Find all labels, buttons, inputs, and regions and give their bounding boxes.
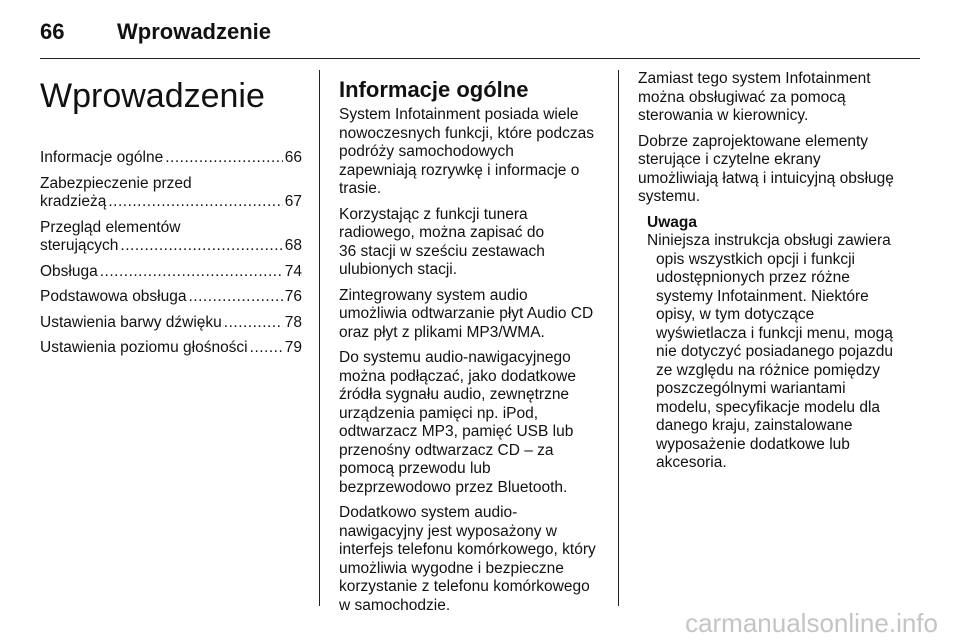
text-line: Zintegrowany system audio — [339, 286, 528, 304]
text-line: przenośny odtwarzacz CD – za — [339, 441, 554, 459]
toc-entry-title: Ustawienia poziomu głośności — [40, 339, 248, 356]
toc-page-number: 78 — [284, 313, 302, 331]
toc-entry-title: Obsługa — [40, 262, 98, 280]
text-line: korzystanie z telefonu komórkowego — [339, 578, 590, 595]
toc-entry-title: Ustawienia barwy dźwięku — [40, 313, 222, 331]
text-line: można obsługiwać za pomocą — [638, 88, 846, 106]
chapter-title: Wprowadzenie — [40, 77, 265, 115]
toc-entry[interactable] — [40, 339, 302, 358]
section-heading: Informacje ogólne — [339, 77, 529, 102]
toc-dot-leader — [189, 288, 283, 307]
text-line: nawigacyjny jest wyposażony w — [339, 522, 557, 540]
note-line: poszczególnymi wariantami — [656, 380, 846, 397]
text-line: urządzenia pamięci np. iPod, — [339, 404, 539, 422]
paragraph — [339, 206, 605, 280]
toc-page-number: 67 — [284, 193, 302, 210]
text-line: ulubionych stacji. — [339, 261, 458, 278]
text-line: nowoczesnych funkcji, które podczas — [339, 124, 595, 142]
toc-entry-line — [40, 314, 302, 333]
toc-entry-title-line: Przegląd elementów — [40, 218, 181, 236]
page-header — [40, 18, 920, 48]
toc-page-number: 66 — [284, 149, 302, 166]
toc-dot-leader — [100, 263, 283, 282]
column-divider-right — [618, 70, 619, 606]
note-line: opisy, w tym dotyczące — [656, 306, 815, 323]
text-line: System Infotainment posiada wiele — [339, 106, 579, 123]
note-line: systemy Infotainment. Niektóre — [656, 287, 869, 305]
note-line: nie dotyczyć posiadanego pojazdu — [656, 343, 893, 360]
toc-entry-line — [40, 149, 302, 168]
text-line: można podłączać, jako dodatkowe — [339, 367, 576, 385]
text-line: systemu. — [638, 188, 701, 205]
watermark: carmanualsonline.info — [685, 608, 938, 638]
toc-column — [40, 70, 302, 365]
note-line: Niniejsza instrukcja obsługi zawiera — [647, 232, 891, 249]
toc-dot-leader — [250, 339, 283, 358]
text-line: sterujące i czytelne ekrany — [638, 151, 821, 168]
text-line: umożliwia odtwarzanie płyt Audio CD — [339, 305, 594, 322]
right-column — [638, 70, 910, 473]
text-line: trasie. — [339, 180, 382, 197]
text-line: umożliwia wygodne i bezpieczne — [339, 559, 564, 577]
section-body — [339, 106, 605, 615]
text-line: 36 stacji w sześciu zestawach — [339, 242, 545, 260]
note-line: wyposażenie dodatkowe lub — [656, 435, 850, 453]
toc-dot-leader — [224, 314, 283, 333]
paragraph — [339, 106, 605, 199]
toc-entry-title-line: Zabezpieczenie przed — [40, 174, 192, 192]
text-line: interfejs telefonu komórkowego, który — [339, 541, 596, 558]
toc-entry-line — [40, 237, 302, 256]
toc-entry-line — [40, 339, 302, 358]
text-line: źródła sygnału audio, zewnętrzne — [339, 386, 570, 403]
toc-entry-line — [40, 263, 302, 282]
page-number: 66 — [40, 19, 65, 44]
text-line: zapewniają rozrywkę i informacje o — [339, 161, 580, 179]
paragraph — [638, 133, 910, 207]
table-of-contents — [40, 149, 302, 358]
toc-entry-title: kradzieżą — [40, 193, 107, 210]
toc-entry[interactable] — [40, 175, 302, 212]
toc-page-number: 79 — [284, 339, 302, 356]
text-line: oraz płyt z plikami MP3/WMA. — [339, 323, 545, 341]
text-line: odtwarzacz MP3, pamięć USB lub — [339, 423, 574, 440]
note-line: opis wszystkich opcji i funkcji — [656, 250, 855, 268]
paragraph — [339, 504, 605, 615]
note-line: akcesoria. — [656, 454, 727, 471]
toc-entry[interactable] — [40, 219, 302, 256]
text-line: pomocą przewodu lub — [339, 460, 491, 477]
toc-entry[interactable] — [40, 149, 302, 168]
note-label: Uwaga — [647, 213, 697, 231]
text-line: Dodatkowo system audio- — [339, 504, 518, 521]
text-line: Dobrze zaprojektowane elementy — [638, 132, 869, 150]
text-line: Korzystając z funkcji tunera — [339, 205, 528, 223]
text-line: Zamiast tego system Infotainment — [638, 70, 871, 87]
text-line: radiowego, można zapisać do — [339, 224, 545, 241]
toc-entry[interactable] — [40, 314, 302, 333]
toc-page-number: 68 — [284, 237, 302, 254]
note-body — [647, 232, 910, 473]
toc-entry-title: sterujących — [40, 237, 119, 254]
text-line: umożliwiają łatwą i intuicyjną obsługę — [638, 169, 894, 187]
section-column — [339, 70, 605, 622]
toc-page-number: 76 — [284, 288, 302, 305]
right-column-body — [638, 70, 910, 207]
paragraph — [339, 287, 605, 343]
text-line: bezprzewodowo przez Bluetooth. — [339, 478, 568, 496]
toc-entry-line — [40, 288, 302, 307]
toc-entry[interactable] — [40, 263, 302, 282]
note-box — [647, 214, 910, 473]
note-line: modelu, specyfikacje modelu dla — [656, 398, 881, 416]
text-line: w samochodzie. — [339, 596, 451, 614]
toc-entry-line — [40, 193, 302, 212]
text-line: sterowania w kierownicy. — [638, 107, 809, 124]
toc-entry-title: Informacje ogólne — [40, 149, 164, 166]
toc-dot-leader — [165, 149, 283, 168]
paragraph — [339, 349, 605, 497]
toc-dot-leader — [108, 193, 282, 212]
toc-dot-leader — [120, 237, 282, 256]
note-line: ze względu na różnice pomiędzy — [656, 361, 881, 379]
note-line: udostępnionych przez różne — [656, 269, 850, 286]
toc-entry-title: Podstawowa obsługa — [40, 288, 187, 305]
toc-entry[interactable] — [40, 288, 302, 307]
header-divider — [40, 58, 920, 59]
paragraph — [638, 70, 910, 126]
running-title: Wprowadzenie — [117, 19, 272, 44]
text-line: Do systemu audio-nawigacyjnego — [339, 349, 571, 366]
note-line: wyświetlacza i funkcji menu, mogą — [656, 324, 893, 342]
text-line: podróży samochodowych — [339, 143, 514, 160]
toc-page-number: 74 — [284, 262, 302, 280]
note-line: danego kraju, zainstalowane — [656, 417, 853, 434]
column-divider-left — [319, 70, 320, 606]
